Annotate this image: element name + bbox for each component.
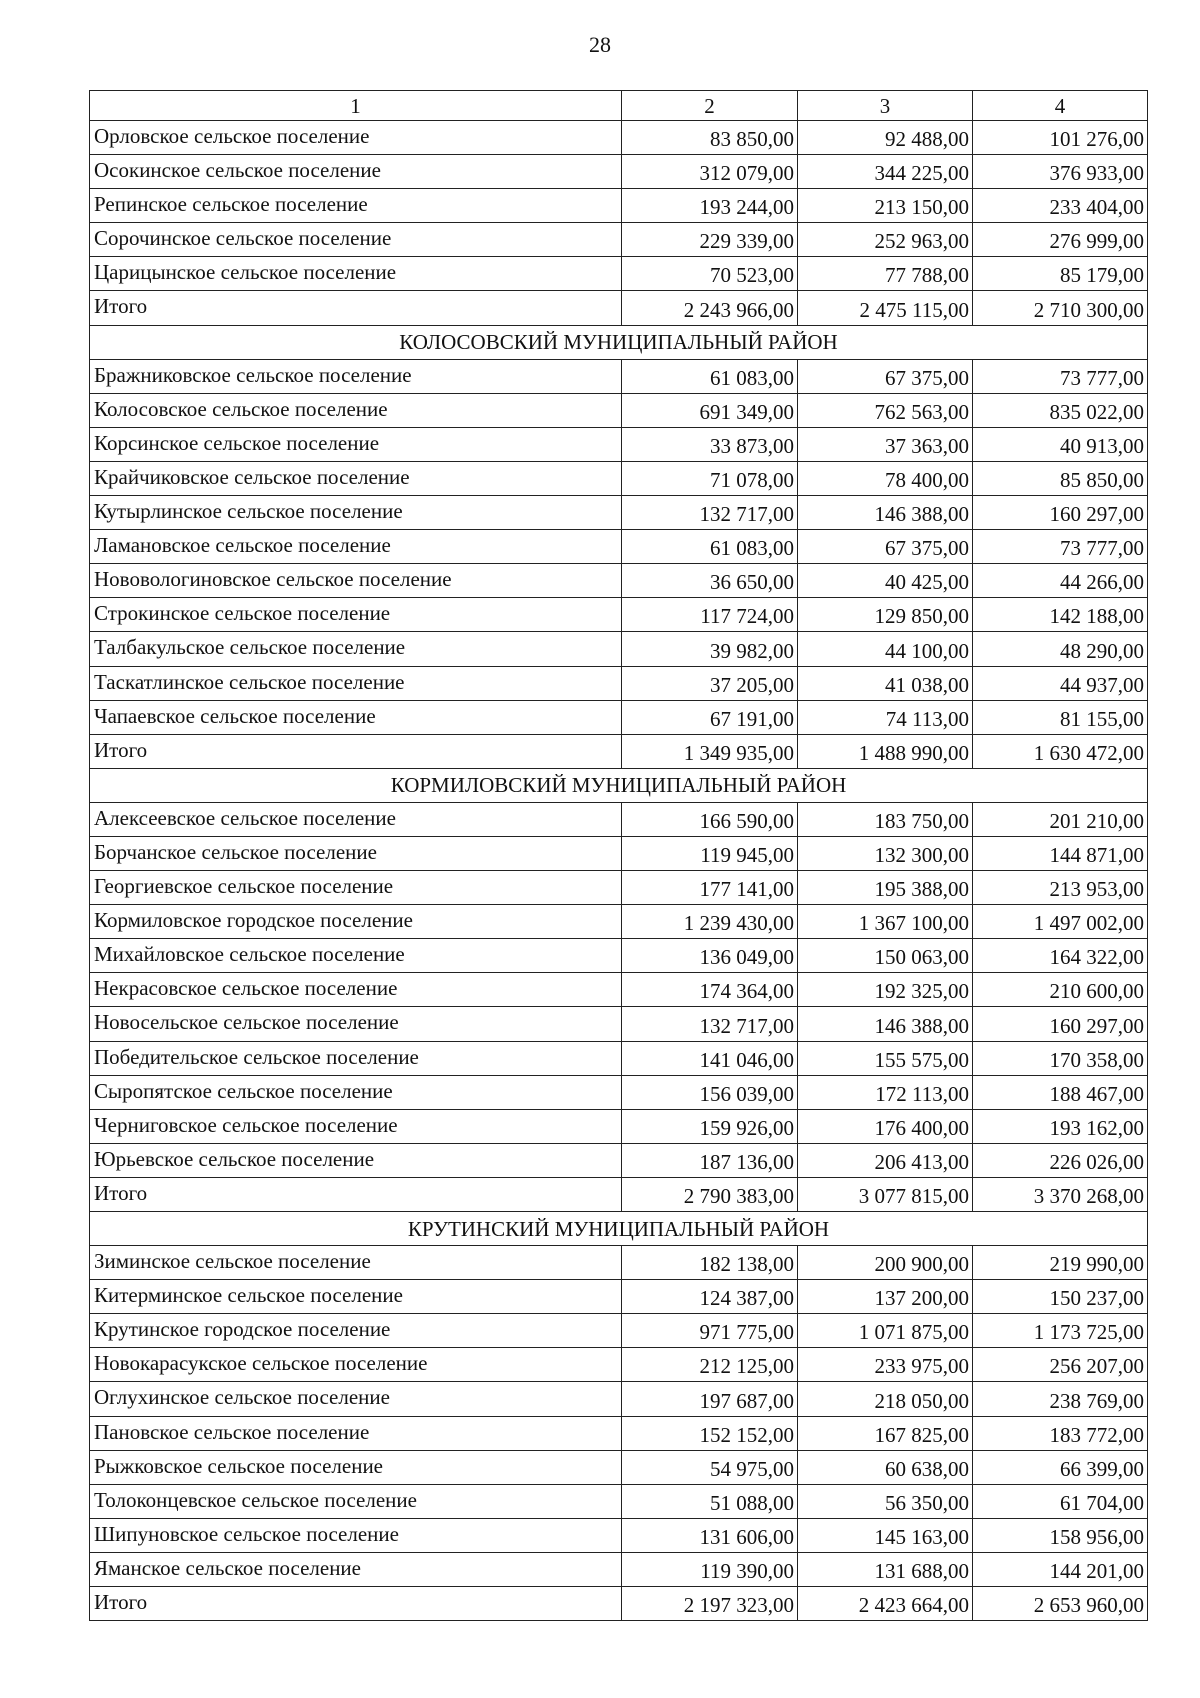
amount-cell-col4: 188 467,00 bbox=[973, 1075, 1148, 1109]
amount-cell-col4: 193 162,00 bbox=[973, 1109, 1148, 1143]
amount-cell-col2: 152 152,00 bbox=[622, 1416, 798, 1450]
allocation-table bbox=[89, 90, 1148, 1621]
table-row bbox=[90, 871, 1148, 905]
table-row bbox=[90, 1143, 1148, 1177]
settlement-name-cell: Чапаевское сельское поселение bbox=[90, 700, 622, 734]
amount-cell-col4: 226 026,00 bbox=[973, 1143, 1148, 1177]
table-body bbox=[90, 121, 1148, 1621]
settlement-name-cell: Орловское сельское поселение bbox=[90, 121, 622, 155]
amount-cell-col3: 213 150,00 bbox=[798, 189, 973, 223]
amount-cell-col2: 33 873,00 bbox=[622, 427, 798, 461]
amount-cell-col2: 691 349,00 bbox=[622, 393, 798, 427]
table-row bbox=[90, 666, 1148, 700]
amount-cell-col4: 201 210,00 bbox=[973, 802, 1148, 836]
amount-cell-col2: 312 079,00 bbox=[622, 155, 798, 189]
table-row bbox=[90, 393, 1148, 427]
settlement-name-cell: Корсинское сельское поселение bbox=[90, 427, 622, 461]
amount-cell-col2: 2 197 323,00 bbox=[622, 1587, 798, 1621]
amount-cell-col3: 344 225,00 bbox=[798, 155, 973, 189]
amount-cell-col4: 144 201,00 bbox=[973, 1552, 1148, 1586]
amount-cell-col3: 44 100,00 bbox=[798, 632, 973, 666]
amount-cell-col2: 36 650,00 bbox=[622, 564, 798, 598]
amount-cell-col3: 92 488,00 bbox=[798, 121, 973, 155]
amount-cell-col3: 172 113,00 bbox=[798, 1075, 973, 1109]
table-row bbox=[90, 632, 1148, 666]
amount-cell-col3: 145 163,00 bbox=[798, 1518, 973, 1552]
table-row bbox=[90, 836, 1148, 870]
amount-cell-col4: 101 276,00 bbox=[973, 121, 1148, 155]
amount-cell-col2: 70 523,00 bbox=[622, 257, 798, 291]
amount-cell-col4: 1 630 472,00 bbox=[973, 734, 1148, 768]
settlement-name-cell: Ламановское сельское поселение bbox=[90, 530, 622, 564]
settlement-name-cell: Итого bbox=[90, 734, 622, 768]
settlement-name-cell: Борчанское сельское поселение bbox=[90, 836, 622, 870]
amount-cell-col2: 119 390,00 bbox=[622, 1552, 798, 1586]
amount-cell-col3: 206 413,00 bbox=[798, 1143, 973, 1177]
amount-cell-col3: 252 963,00 bbox=[798, 223, 973, 257]
amount-cell-col3: 3 077 815,00 bbox=[798, 1177, 973, 1211]
amount-cell-col2: 2 790 383,00 bbox=[622, 1177, 798, 1211]
amount-cell-col4: 160 297,00 bbox=[973, 1007, 1148, 1041]
amount-cell-col2: 83 850,00 bbox=[622, 121, 798, 155]
amount-cell-col4: 276 999,00 bbox=[973, 223, 1148, 257]
settlement-name-cell: Некрасовское сельское поселение bbox=[90, 973, 622, 1007]
settlement-name-cell: Новосельское сельское поселение bbox=[90, 1007, 622, 1041]
page-number: 28 bbox=[589, 32, 611, 57]
amount-cell-col3: 131 688,00 bbox=[798, 1552, 973, 1586]
amount-cell-col2: 187 136,00 bbox=[622, 1143, 798, 1177]
amount-cell-col4: 2 653 960,00 bbox=[973, 1587, 1148, 1621]
table-row bbox=[90, 1280, 1148, 1314]
settlement-name-cell: Георгиевское сельское поселение bbox=[90, 871, 622, 905]
amount-cell-col3: 192 325,00 bbox=[798, 973, 973, 1007]
amount-cell-col2: 156 039,00 bbox=[622, 1075, 798, 1109]
table-row bbox=[90, 1314, 1148, 1348]
amount-cell-col2: 39 982,00 bbox=[622, 632, 798, 666]
total-row bbox=[90, 291, 1148, 325]
amount-cell-col4: 73 777,00 bbox=[973, 530, 1148, 564]
amount-cell-col3: 67 375,00 bbox=[798, 530, 973, 564]
amount-cell-col2: 131 606,00 bbox=[622, 1518, 798, 1552]
amount-cell-col3: 1 367 100,00 bbox=[798, 905, 973, 939]
table-row bbox=[90, 461, 1148, 495]
column-header: 2 bbox=[622, 91, 798, 121]
table-row bbox=[90, 1450, 1148, 1484]
table-row bbox=[90, 564, 1148, 598]
settlement-name-cell: Толоконцевское сельское поселение bbox=[90, 1484, 622, 1518]
amount-cell-col4: 144 871,00 bbox=[973, 836, 1148, 870]
table-row bbox=[90, 598, 1148, 632]
amount-cell-col2: 229 339,00 bbox=[622, 223, 798, 257]
settlement-name-cell: Осокинское сельское поселение bbox=[90, 155, 622, 189]
amount-cell-col2: 182 138,00 bbox=[622, 1246, 798, 1280]
table-row bbox=[90, 223, 1148, 257]
amount-cell-col2: 61 083,00 bbox=[622, 359, 798, 393]
amount-cell-col2: 67 191,00 bbox=[622, 700, 798, 734]
table-row bbox=[90, 1075, 1148, 1109]
amount-cell-col2: 51 088,00 bbox=[622, 1484, 798, 1518]
table-row bbox=[90, 496, 1148, 530]
amount-cell-col3: 60 638,00 bbox=[798, 1450, 973, 1484]
amount-cell-col3: 167 825,00 bbox=[798, 1416, 973, 1450]
amount-cell-col4: 61 704,00 bbox=[973, 1484, 1148, 1518]
settlement-name-cell: Царицынское сельское поселение bbox=[90, 257, 622, 291]
amount-cell-col3: 146 388,00 bbox=[798, 496, 973, 530]
amount-cell-col3: 67 375,00 bbox=[798, 359, 973, 393]
table-row bbox=[90, 802, 1148, 836]
amount-cell-col3: 762 563,00 bbox=[798, 393, 973, 427]
amount-cell-col4: 81 155,00 bbox=[973, 700, 1148, 734]
amount-cell-col3: 77 788,00 bbox=[798, 257, 973, 291]
settlement-name-cell: Рыжковское сельское поселение bbox=[90, 1450, 622, 1484]
table-row bbox=[90, 155, 1148, 189]
amount-cell-col4: 1 173 725,00 bbox=[973, 1314, 1148, 1348]
settlement-name-cell: Кормиловское городское поселение bbox=[90, 905, 622, 939]
amount-cell-col4: 233 404,00 bbox=[973, 189, 1148, 223]
district-title: КРУТИНСКИЙ МУНИЦИПАЛЬНЫЙ РАЙОН bbox=[90, 1212, 1148, 1246]
amount-cell-col2: 136 049,00 bbox=[622, 939, 798, 973]
amount-cell-col2: 141 046,00 bbox=[622, 1041, 798, 1075]
amount-cell-col3: 146 388,00 bbox=[798, 1007, 973, 1041]
settlement-name-cell: Юрьевское сельское поселение bbox=[90, 1143, 622, 1177]
amount-cell-col2: 124 387,00 bbox=[622, 1280, 798, 1314]
amount-cell-col4: 2 710 300,00 bbox=[973, 291, 1148, 325]
amount-cell-col3: 195 388,00 bbox=[798, 871, 973, 905]
amount-cell-col3: 2 423 664,00 bbox=[798, 1587, 973, 1621]
amount-cell-col4: 158 956,00 bbox=[973, 1518, 1148, 1552]
table-row bbox=[90, 1041, 1148, 1075]
amount-cell-col4: 3 370 268,00 bbox=[973, 1177, 1148, 1211]
amount-cell-col4: 835 022,00 bbox=[973, 393, 1148, 427]
table-row bbox=[90, 1416, 1148, 1450]
table-row bbox=[90, 1484, 1148, 1518]
amount-cell-col3: 41 038,00 bbox=[798, 666, 973, 700]
amount-cell-col4: 48 290,00 bbox=[973, 632, 1148, 666]
total-row bbox=[90, 1177, 1148, 1211]
settlement-name-cell: Итого bbox=[90, 1177, 622, 1211]
column-header: 3 bbox=[798, 91, 973, 121]
settlement-name-cell: Новокарасукское сельское поселение bbox=[90, 1348, 622, 1382]
amount-cell-col4: 170 358,00 bbox=[973, 1041, 1148, 1075]
amount-cell-col2: 1 239 430,00 bbox=[622, 905, 798, 939]
amount-cell-col4: 73 777,00 bbox=[973, 359, 1148, 393]
settlement-name-cell: Кутырлинское сельское поселение bbox=[90, 496, 622, 530]
amount-cell-col3: 56 350,00 bbox=[798, 1484, 973, 1518]
table-row bbox=[90, 359, 1148, 393]
settlement-name-cell: Черниговское сельское поселение bbox=[90, 1109, 622, 1143]
amount-cell-col4: 142 188,00 bbox=[973, 598, 1148, 632]
amount-cell-col2: 212 125,00 bbox=[622, 1348, 798, 1382]
district-title: КОЛОСОВСКИЙ МУНИЦИПАЛЬНЫЙ РАЙОН bbox=[90, 325, 1148, 359]
table-row bbox=[90, 1382, 1148, 1416]
amount-cell-col4: 160 297,00 bbox=[973, 496, 1148, 530]
district-section-row bbox=[90, 768, 1148, 802]
settlement-name-cell: Михайловское сельское поселение bbox=[90, 939, 622, 973]
settlement-name-cell: Таскатлинское сельское поселение bbox=[90, 666, 622, 700]
settlement-name-cell: Китерминское сельское поселение bbox=[90, 1280, 622, 1314]
table-row bbox=[90, 700, 1148, 734]
column-number-row bbox=[90, 91, 1148, 121]
settlement-name-cell: Оглухинское сельское поселение bbox=[90, 1382, 622, 1416]
amount-cell-col4: 376 933,00 bbox=[973, 155, 1148, 189]
column-header: 1 bbox=[90, 91, 622, 121]
table-row bbox=[90, 257, 1148, 291]
amount-cell-col2: 132 717,00 bbox=[622, 496, 798, 530]
settlement-name-cell: Зиминское сельское поселение bbox=[90, 1246, 622, 1280]
amount-cell-col2: 132 717,00 bbox=[622, 1007, 798, 1041]
amount-cell-col4: 150 237,00 bbox=[973, 1280, 1148, 1314]
settlement-name-cell: Победительское сельское поселение bbox=[90, 1041, 622, 1075]
amount-cell-col4: 44 937,00 bbox=[973, 666, 1148, 700]
table-row bbox=[90, 1246, 1148, 1280]
amount-cell-col3: 40 425,00 bbox=[798, 564, 973, 598]
settlement-name-cell: Алексеевское сельское поселение bbox=[90, 802, 622, 836]
table-row bbox=[90, 973, 1148, 1007]
amount-cell-col3: 155 575,00 bbox=[798, 1041, 973, 1075]
amount-cell-col4: 85 850,00 bbox=[973, 461, 1148, 495]
amount-cell-col2: 37 205,00 bbox=[622, 666, 798, 700]
amount-cell-col3: 137 200,00 bbox=[798, 1280, 973, 1314]
amount-cell-col3: 200 900,00 bbox=[798, 1246, 973, 1280]
table-row bbox=[90, 1518, 1148, 1552]
settlement-name-cell: Крутинское городское поселение bbox=[90, 1314, 622, 1348]
column-header: 4 bbox=[973, 91, 1148, 121]
amount-cell-col3: 176 400,00 bbox=[798, 1109, 973, 1143]
settlement-name-cell: Строкинское сельское поселение bbox=[90, 598, 622, 632]
settlement-name-cell: Колосовское сельское поселение bbox=[90, 393, 622, 427]
total-row bbox=[90, 1587, 1148, 1621]
settlement-name-cell: Итого bbox=[90, 291, 622, 325]
table-row bbox=[90, 121, 1148, 155]
amount-cell-col3: 1 488 990,00 bbox=[798, 734, 973, 768]
settlement-name-cell: Бражниковское сельское поселение bbox=[90, 359, 622, 393]
amount-cell-col3: 2 475 115,00 bbox=[798, 291, 973, 325]
settlement-name-cell: Крайчиковское сельское поселение bbox=[90, 461, 622, 495]
amount-cell-col4: 85 179,00 bbox=[973, 257, 1148, 291]
table-row bbox=[90, 1007, 1148, 1041]
amount-cell-col2: 197 687,00 bbox=[622, 1382, 798, 1416]
amount-cell-col2: 177 141,00 bbox=[622, 871, 798, 905]
table-row bbox=[90, 905, 1148, 939]
table-row bbox=[90, 939, 1148, 973]
amount-cell-col2: 61 083,00 bbox=[622, 530, 798, 564]
table-row bbox=[90, 1109, 1148, 1143]
amount-cell-col2: 971 775,00 bbox=[622, 1314, 798, 1348]
total-row bbox=[90, 734, 1148, 768]
amount-cell-col4: 40 913,00 bbox=[973, 427, 1148, 461]
amount-cell-col2: 2 243 966,00 bbox=[622, 291, 798, 325]
amount-cell-col2: 174 364,00 bbox=[622, 973, 798, 1007]
amount-cell-col4: 256 207,00 bbox=[973, 1348, 1148, 1382]
amount-cell-col3: 37 363,00 bbox=[798, 427, 973, 461]
amount-cell-col4: 1 497 002,00 bbox=[973, 905, 1148, 939]
amount-cell-col4: 210 600,00 bbox=[973, 973, 1148, 1007]
settlement-name-cell: Сыропятское сельское поселение bbox=[90, 1075, 622, 1109]
district-section-row bbox=[90, 325, 1148, 359]
amount-cell-col4: 219 990,00 bbox=[973, 1246, 1148, 1280]
amount-cell-col4: 164 322,00 bbox=[973, 939, 1148, 973]
amount-cell-col4: 238 769,00 bbox=[973, 1382, 1148, 1416]
amount-cell-col3: 1 071 875,00 bbox=[798, 1314, 973, 1348]
amount-cell-col3: 150 063,00 bbox=[798, 939, 973, 973]
amount-cell-col2: 54 975,00 bbox=[622, 1450, 798, 1484]
amount-cell-col4: 213 953,00 bbox=[973, 871, 1148, 905]
amount-cell-col2: 119 945,00 bbox=[622, 836, 798, 870]
amount-cell-col3: 218 050,00 bbox=[798, 1382, 973, 1416]
amount-cell-col2: 193 244,00 bbox=[622, 189, 798, 223]
amount-cell-col4: 66 399,00 bbox=[973, 1450, 1148, 1484]
amount-cell-col2: 166 590,00 bbox=[622, 802, 798, 836]
amount-cell-col4: 183 772,00 bbox=[973, 1416, 1148, 1450]
settlement-name-cell: Шипуновское сельское поселение bbox=[90, 1518, 622, 1552]
settlement-name-cell: Талбакульское сельское поселение bbox=[90, 632, 622, 666]
district-section-row bbox=[90, 1212, 1148, 1246]
settlement-name-cell: Сорочинское сельское поселение bbox=[90, 223, 622, 257]
settlement-name-cell: Репинское сельское поселение bbox=[90, 189, 622, 223]
table-row bbox=[90, 427, 1148, 461]
amount-cell-col3: 132 300,00 bbox=[798, 836, 973, 870]
amount-cell-col2: 1 349 935,00 bbox=[622, 734, 798, 768]
amount-cell-col3: 74 113,00 bbox=[798, 700, 973, 734]
amount-cell-col4: 44 266,00 bbox=[973, 564, 1148, 598]
amount-cell-col3: 233 975,00 bbox=[798, 1348, 973, 1382]
table-row bbox=[90, 530, 1148, 564]
table-row bbox=[90, 1348, 1148, 1382]
table-row bbox=[90, 189, 1148, 223]
settlement-name-cell: Нововологиновское сельское поселение bbox=[90, 564, 622, 598]
district-title: КОРМИЛОВСКИЙ МУНИЦИПАЛЬНЫЙ РАЙОН bbox=[90, 768, 1148, 802]
table-row bbox=[90, 1552, 1148, 1586]
amount-cell-col2: 71 078,00 bbox=[622, 461, 798, 495]
amount-cell-col3: 129 850,00 bbox=[798, 598, 973, 632]
settlement-name-cell: Итого bbox=[90, 1587, 622, 1621]
amount-cell-col3: 183 750,00 bbox=[798, 802, 973, 836]
amount-cell-col2: 159 926,00 bbox=[622, 1109, 798, 1143]
settlement-name-cell: Яманское сельское поселение bbox=[90, 1552, 622, 1586]
amount-cell-col3: 78 400,00 bbox=[798, 461, 973, 495]
amount-cell-col2: 117 724,00 bbox=[622, 598, 798, 632]
settlement-name-cell: Пановское сельское поселение bbox=[90, 1416, 622, 1450]
